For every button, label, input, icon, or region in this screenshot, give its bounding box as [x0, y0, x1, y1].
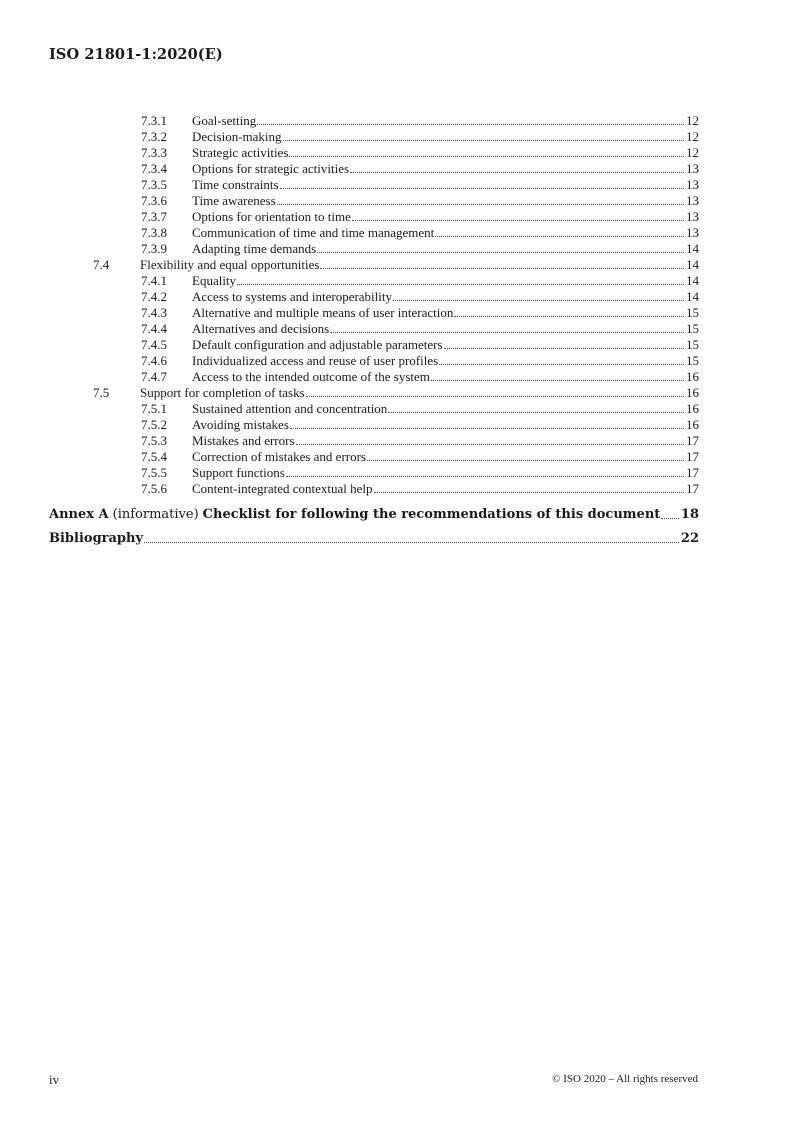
toc-section-entry[interactable]	[93, 256, 699, 272]
toc-entry-page: 17	[686, 449, 699, 464]
toc-entry[interactable]	[141, 352, 699, 368]
toc-entry-number: 7.5.2	[141, 417, 167, 432]
annex-title: Checklist for following the recommendations of this document	[202, 507, 661, 522]
toc-entry-title: Flexibility and equal opportunities	[140, 257, 320, 272]
dot-leader	[290, 428, 684, 429]
toc-entry-number: 7.3.3	[141, 145, 167, 160]
toc-annex-entry[interactable]	[49, 504, 699, 522]
toc-entry-page: 16	[686, 417, 699, 432]
toc-entry-title: Support for completion of tasks	[140, 385, 305, 400]
toc-entry-title: Time constraints	[192, 177, 279, 192]
dot-leader	[454, 316, 684, 317]
dot-leader	[320, 268, 684, 269]
dot-leader	[431, 380, 684, 381]
toc-entry-title: Alternative and multiple means of user interaction	[192, 305, 454, 320]
toc-entry[interactable]	[141, 208, 699, 224]
toc-entry-page: 15	[686, 305, 699, 320]
toc-entry-page: 16	[686, 401, 699, 416]
toc-entry-page: 12	[686, 145, 699, 160]
toc-entry-page: 13	[686, 193, 699, 208]
toc-entry-title: Content-integrated contextual help	[192, 481, 373, 496]
dot-leader	[289, 156, 684, 157]
toc-entry-title: Decision-making	[192, 129, 282, 144]
toc-entry[interactable]	[141, 288, 699, 304]
toc-entry-number: 7.4.2	[141, 289, 167, 304]
toc-entry[interactable]	[141, 432, 699, 448]
toc-entry-page: 14	[686, 273, 699, 288]
dot-leader	[350, 172, 684, 173]
toc-entry-number: 7.3.9	[141, 241, 167, 256]
toc-entry[interactable]	[141, 112, 699, 128]
toc-entry-title: Equality	[192, 273, 237, 288]
toc-entry-number: 7.4.6	[141, 353, 167, 368]
toc-entry-number: 7.4.5	[141, 337, 167, 352]
toc-entry-number: 7.5	[93, 385, 110, 400]
dot-leader	[317, 252, 684, 253]
toc-entry-page: 14	[686, 257, 699, 272]
toc-entry[interactable]	[141, 128, 699, 144]
toc-entry-page: 14	[686, 289, 699, 304]
toc-entry-number: 7.5.5	[141, 465, 167, 480]
toc-entry-page: 12	[686, 129, 699, 144]
dot-leader	[237, 284, 684, 285]
dot-leader	[306, 396, 684, 397]
dot-leader	[296, 444, 684, 445]
toc-entry-number: 7.5.3	[141, 433, 167, 448]
toc-entry[interactable]	[141, 224, 699, 240]
dot-leader	[283, 140, 684, 141]
toc-entry[interactable]	[141, 336, 699, 352]
toc-entry[interactable]	[141, 416, 699, 432]
dot-leader	[435, 236, 684, 237]
toc-entry-title: Time awareness	[192, 193, 276, 208]
toc-entry-page: 16	[686, 385, 699, 400]
toc-entry-number: 7.3.8	[141, 225, 167, 240]
page-number: iv	[49, 1072, 60, 1087]
toc-entry[interactable]	[141, 368, 699, 384]
dot-leader	[367, 460, 684, 461]
toc-entry-number: 7.4.1	[141, 273, 167, 288]
toc-entry-page: 13	[686, 161, 699, 176]
toc-entry-number: 7.3.5	[141, 177, 167, 192]
dot-leader	[393, 300, 684, 301]
toc-entry-title: Goal-setting	[192, 113, 257, 128]
toc-entry-number: 7.4.4	[141, 321, 167, 336]
toc-entry-title: Adapting time demands	[192, 241, 317, 256]
toc-entry-title: Correction of mistakes and errors	[192, 449, 367, 464]
toc-entry-page: 15	[686, 353, 699, 368]
toc-entry[interactable]	[141, 144, 699, 160]
toc-entry-title: Individualized access and reuse of user profiles	[192, 353, 439, 368]
toc-entry-title: Mistakes and errors	[192, 433, 295, 448]
toc-entry[interactable]	[141, 272, 699, 288]
toc-entry-page: 15	[686, 337, 699, 352]
toc-entry-title: Access to the intended outcome of the system	[192, 369, 430, 384]
toc-entry-title: Options for strategic activities	[192, 161, 350, 176]
toc-entry-number: 7.3.4	[141, 161, 167, 176]
toc-entry-page: 16	[686, 369, 699, 384]
toc-bibliography-entry[interactable]	[49, 528, 699, 546]
dot-leader	[374, 492, 685, 493]
toc-entry-title: Avoiding mistakes	[192, 417, 289, 432]
toc-entry-title: Default configuration and adjustable parameters	[192, 337, 443, 352]
dot-leader	[280, 188, 684, 189]
toc-entry-number: 7.3.2	[141, 129, 167, 144]
toc-entry-page: 12	[686, 113, 699, 128]
dot-leader	[444, 348, 684, 349]
toc-entry-page: 17	[686, 433, 699, 448]
dot-leader	[257, 124, 684, 125]
toc-entry-title: Alternatives and decisions	[192, 321, 330, 336]
toc-entry-page: 17	[686, 481, 699, 496]
toc-entry-number: 7.4.7	[141, 369, 167, 384]
dot-leader	[286, 476, 684, 477]
toc-entry[interactable]	[141, 320, 699, 336]
annex-page: 18	[680, 507, 699, 522]
toc-entry-page: 17	[686, 465, 699, 480]
toc-entry[interactable]	[141, 176, 699, 192]
dot-leader	[439, 364, 684, 365]
toc-entry-title: Communication of time and time management	[192, 225, 435, 240]
toc-entry-page: 13	[686, 177, 699, 192]
toc-entry[interactable]	[141, 240, 699, 256]
dot-leader	[144, 542, 679, 543]
dot-leader	[352, 220, 684, 221]
toc-entry-title: Sustained attention and concentration	[192, 401, 388, 416]
copyright-notice: © ISO 2020 – All rights reserved	[552, 1073, 698, 1085]
dot-leader	[388, 412, 684, 413]
toc-entry-number: 7.4	[93, 257, 110, 272]
dot-leader	[661, 518, 679, 519]
toc-entry-number: 7.4.3	[141, 305, 167, 320]
document-header: ISO 21801-1:2020(E)	[49, 46, 223, 63]
toc-entry-title: Strategic activities	[192, 145, 289, 160]
annex-label: Annex A	[49, 507, 109, 522]
toc-entry[interactable]	[141, 480, 699, 496]
toc-entry-number: 7.5.4	[141, 449, 167, 464]
toc-entry[interactable]	[141, 160, 699, 176]
dot-leader	[330, 332, 684, 333]
toc-entry-number: 7.3.1	[141, 113, 167, 128]
dot-leader	[277, 204, 684, 205]
toc-entry[interactable]	[141, 192, 699, 208]
toc-entry-title: Options for orientation to time	[192, 209, 351, 224]
toc-entry[interactable]	[141, 464, 699, 480]
toc-entry-title: Access to systems and interoperability	[192, 289, 393, 304]
toc-entry-page: 13	[686, 225, 699, 240]
toc-entry-number: 7.5.1	[141, 401, 167, 416]
toc-entry-page: 14	[686, 241, 699, 256]
annex-qualifier: (informative)	[112, 507, 199, 522]
toc-section-entry[interactable]	[93, 384, 699, 400]
toc-entry-page: 15	[686, 321, 699, 336]
toc-entry-page: 13	[686, 209, 699, 224]
toc-entry[interactable]	[141, 400, 699, 416]
toc-entry-number: 7.3.6	[141, 193, 167, 208]
toc-entry-number: 7.3.7	[141, 209, 167, 224]
toc-entry-number: 7.5.6	[141, 481, 167, 496]
toc-entry[interactable]	[141, 304, 699, 320]
bibliography-page: 22	[680, 531, 699, 546]
bibliography-title: Bibliography	[49, 531, 144, 546]
toc-entry-title: Support functions	[192, 465, 285, 480]
toc-entry[interactable]	[141, 448, 699, 464]
